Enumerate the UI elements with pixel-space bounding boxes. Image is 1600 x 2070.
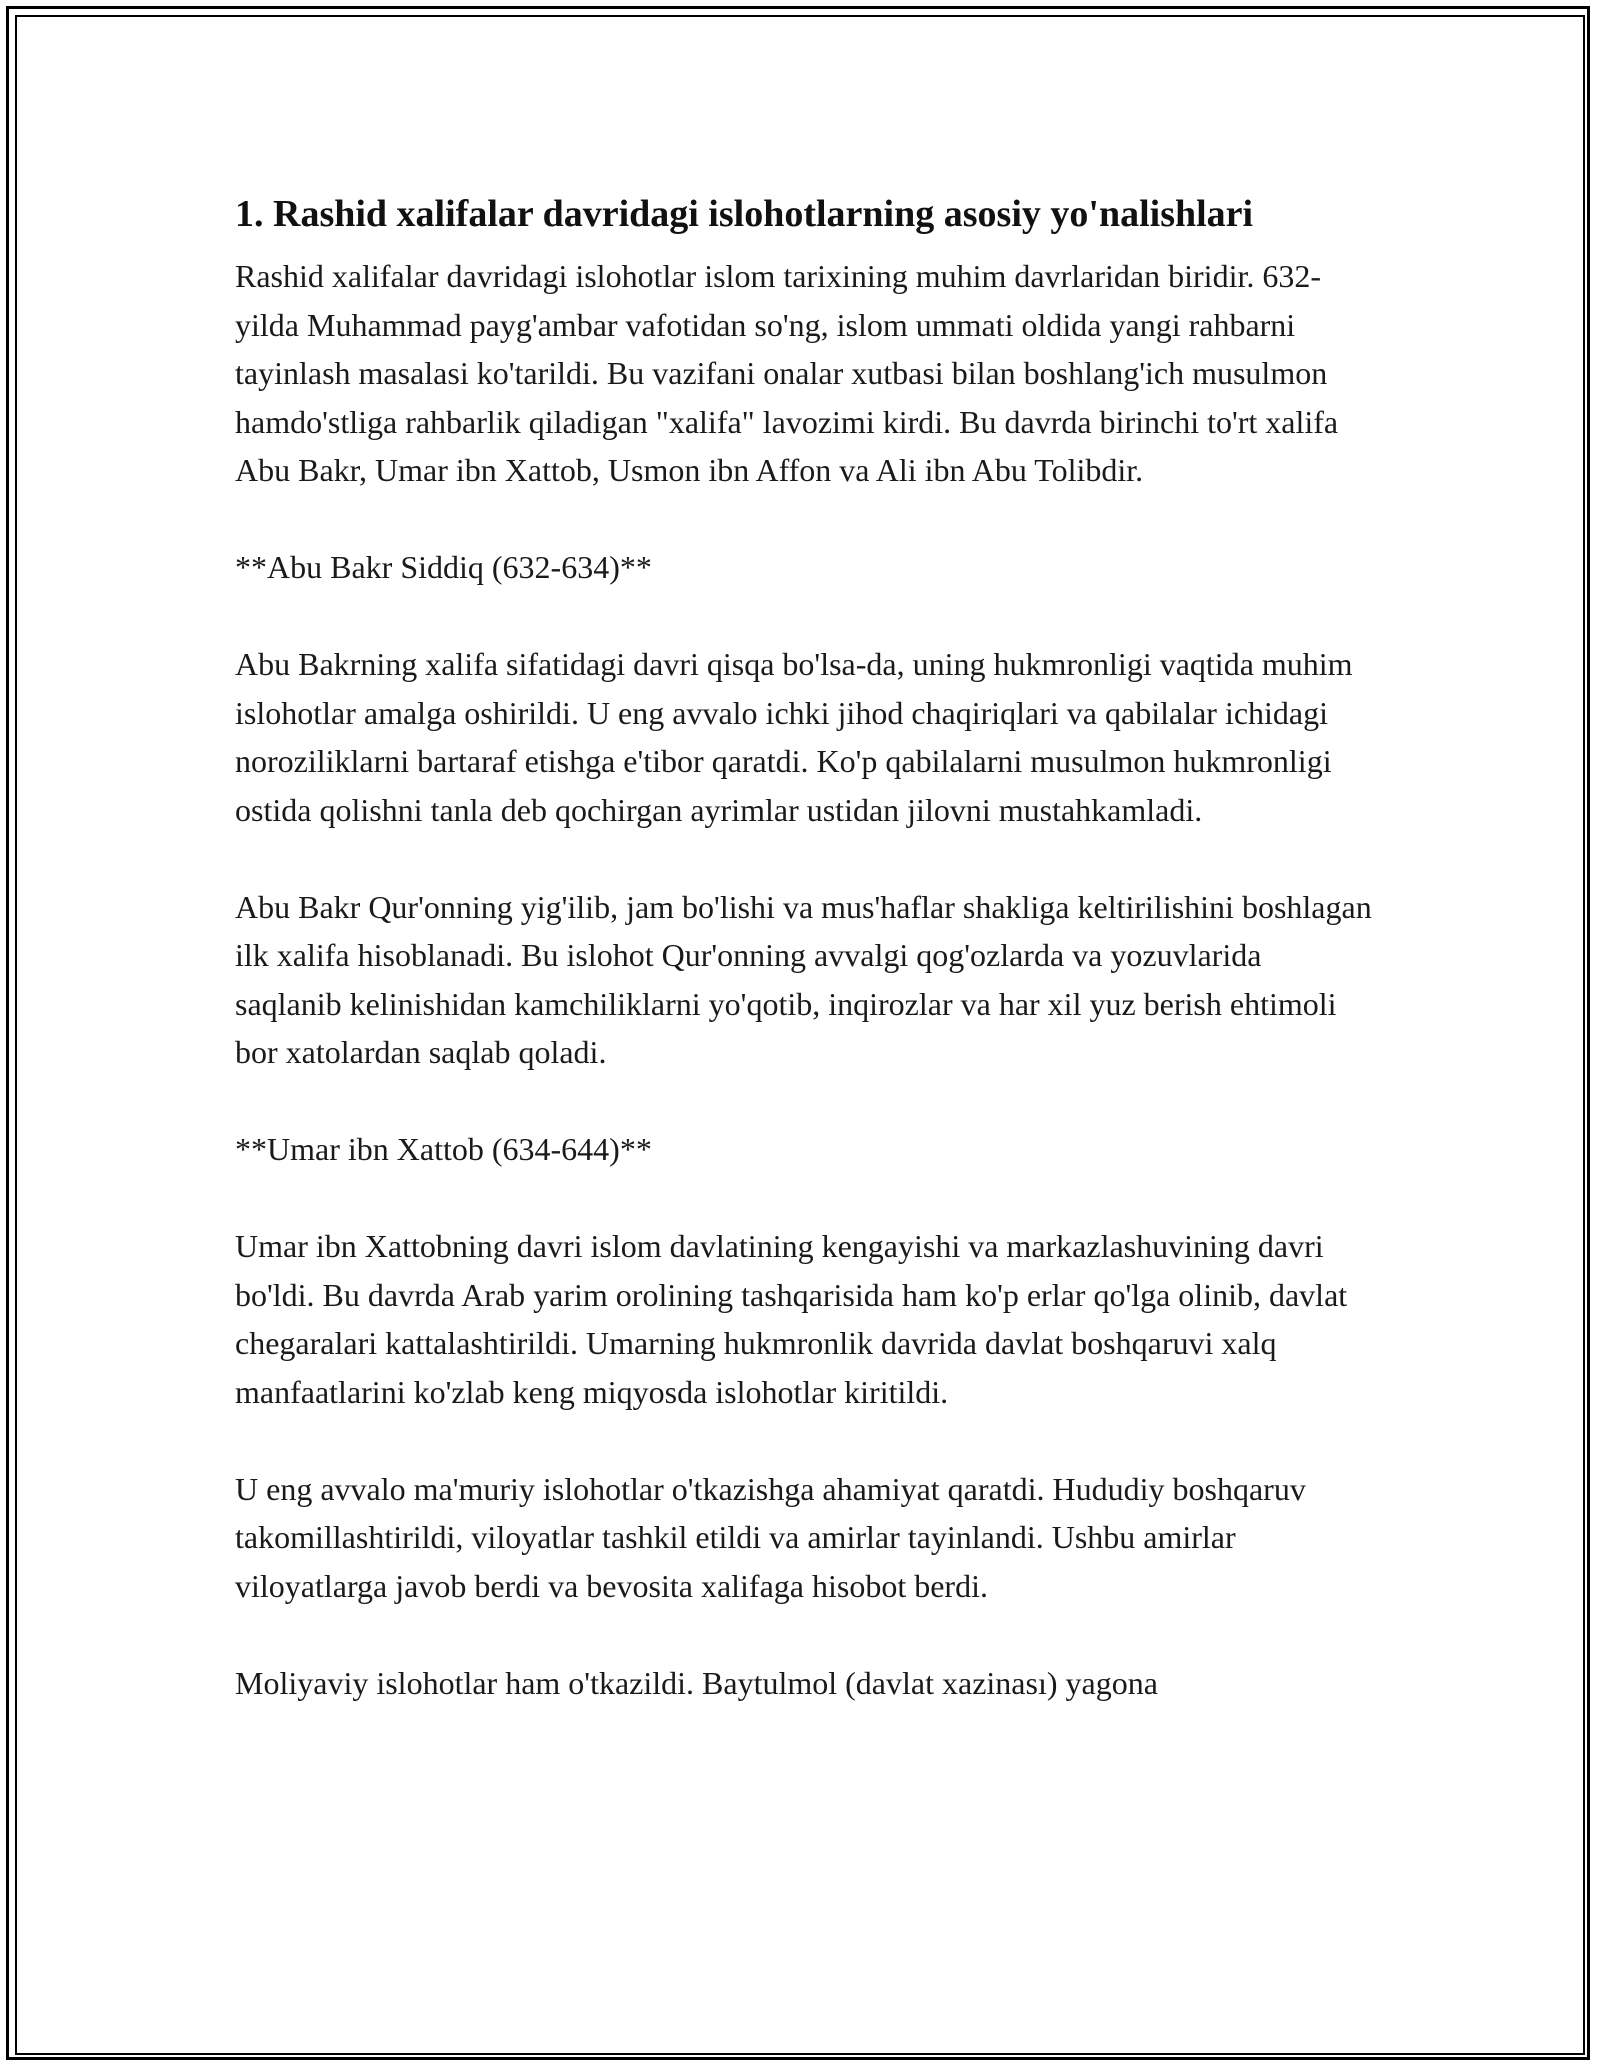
- paragraph-umar-1: Umar ibn Xattobning davri islom davlatining kengayishi va markazlashuvining davri bo'ldi. Bu davrda Arab yarim orolining tashqarisida ham ko'p erlar qo'lga olinib, davlat chegaralari kattalashtirildi. Umarning hukmronlik davrida davlat boshqaruvi xalq manfaatlarini ko'zlab keng miqyosda islohotlar kiritildi.: [235, 1228, 1348, 1410]
- paragraph-abu-bakr-1: Abu Bakrning xalifa sifatidagi davri qisqa bo'lsa-da, uning hukmronligi vaqtida muhim islohotlar amalga oshirildi. U eng avvalo ichki jihod chaqiriqlari va qabilalar ichidagi noroziliklarni bartaraf etishga e'tibor qaratdi. Ko'p qabilalarni musulmon hukmronligi ostida qolishni tanla deb qochirgan ayrimlar ustidan jilovni mustahkamladi.: [235, 646, 1353, 828]
- heading-abu-bakr: **Abu Bakr Siddiq (632-634)**: [235, 549, 652, 585]
- paragraph-umar-2: U eng avvalo ma'muriy islohotlar o'tkazishga ahamiyat qaratdi. Hududiy boshqaruv takomillashtirildi, viloyatlar tashkil etildi va amirlar tayinlandi. Ushbu amirlar viloyatlarga javob berdi va bevosita xalifaga hisobot berdi.: [235, 1470, 1306, 1604]
- paragraph-umar-3: Moliyaviy islohotlar ham o'tkazildi. Baytulmol (davlat xazinası) yagona: [235, 1664, 1158, 1701]
- heading-umar: **Umar ibn Xattob (634-644)**: [235, 1131, 652, 1167]
- paragraph-intro: Rashid xalifalar davridagi islohotlar islom tarixining muhim davrlaridan biridir. 632-yilda Muhammad payg'ambar vafotidan so'ng, islom ummati oldida yangi rahbarni tayinlash masalasi ko'tarildi. Bu vazifani onalar xutbasi bilan boshlang'ich musulmon hamdo'stliga rahbarlik qiladigan "xalifa" lavozimi kirdi. Bu davrda birinchi to'rt xalifa Abu Bakr, Umar ibn Xattob, Usmon ibn Affon va Ali ibn Abu Tolibdir.: [235, 258, 1339, 488]
- document-body: [235, 190, 1375, 1756]
- document-title: 1. Rashid xalifalar davridagi islohotlarning asosiy yo'nalishlari: [235, 193, 1254, 235]
- paragraph-abu-bakr-2: Abu Bakr Qur'onning yig'ilib, jam bo'lishi va mus'haflar shakliga keltirilishini boshlagan ilk xalifa hisoblanadi. Bu islohot Qur'onning avvalgi qog'ozlarda va yozuvlarida saqlanib kelinishidan kamchiliklarni yo'qotib, inqirozlar va har xil yuz berish ehtimoli bor xatolardan saqlab qoladi.: [235, 888, 1372, 1070]
